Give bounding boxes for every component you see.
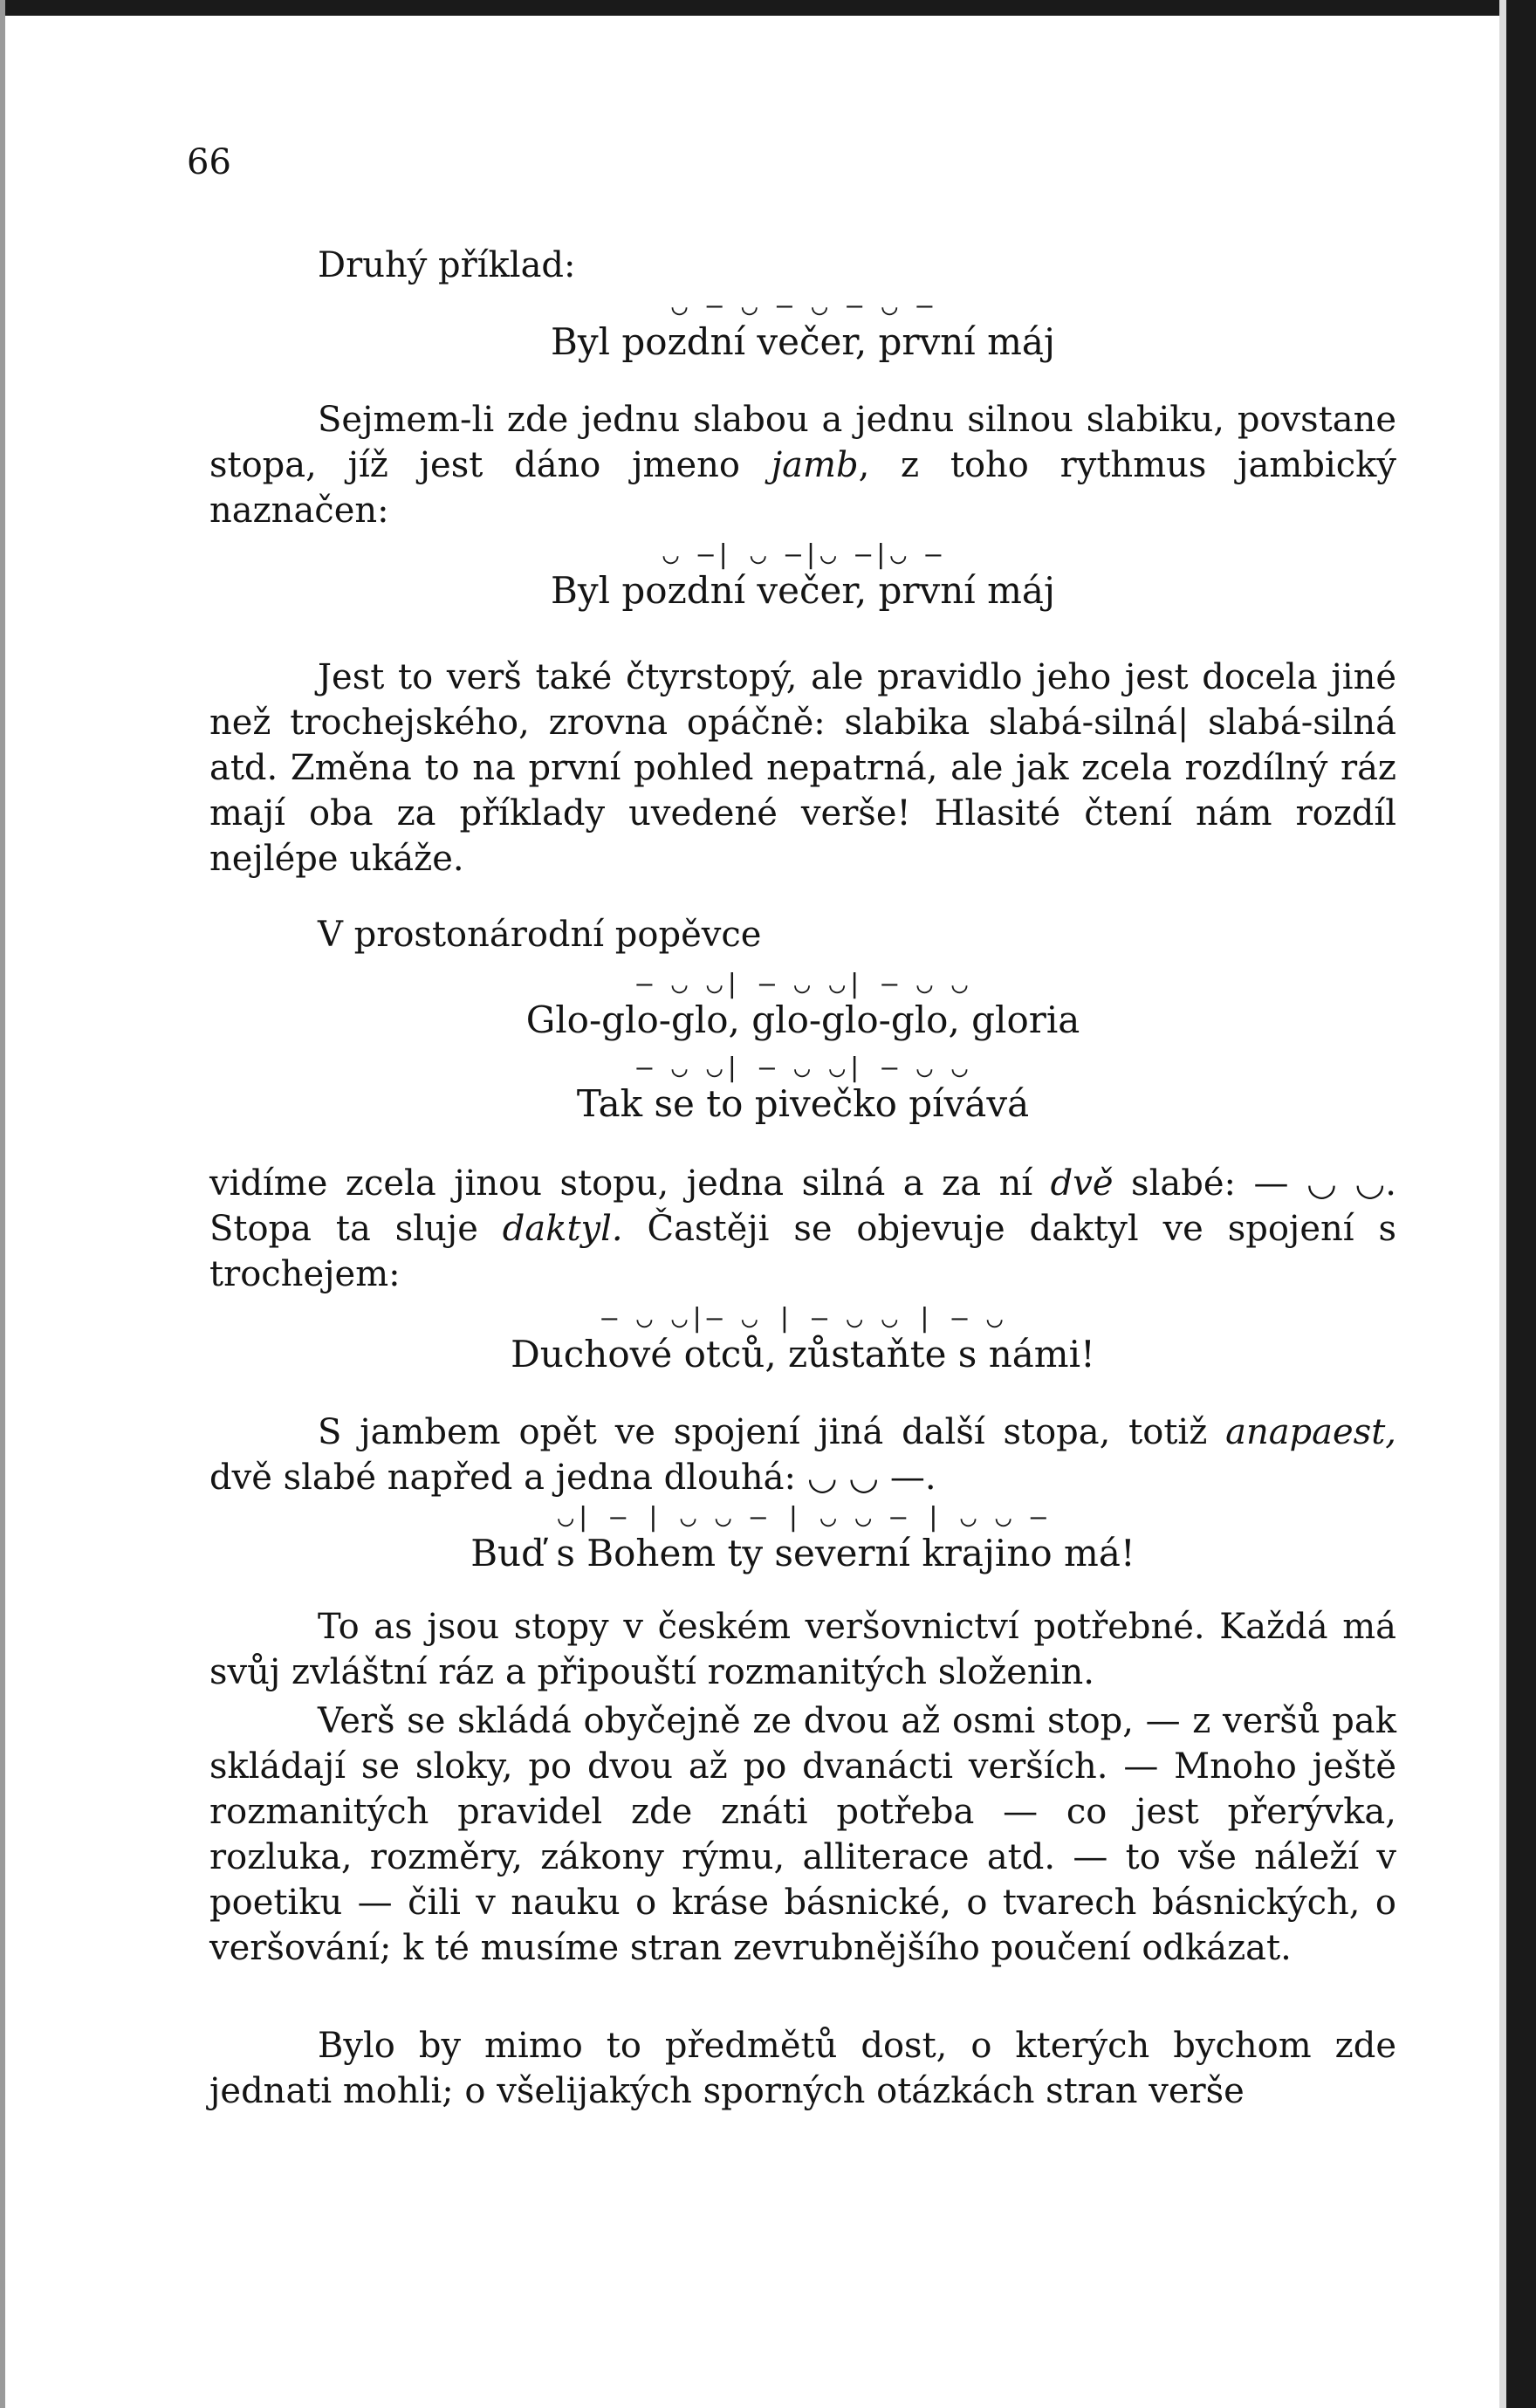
term-daktyl: daktyl.: [502, 1209, 623, 1249]
paragraph-4-c: Častěji se objevuje daktyl ve spojení s trochejem:: [209, 1209, 1396, 1294]
verse-4-line: Tak se to pivečko pívává: [576, 1082, 1030, 1125]
verse-3-meter: — ◡ ◡| — ◡ ◡| — ◡ ◡: [636, 969, 970, 999]
verse-3: [209, 971, 1396, 1042]
paragraph-3: V prostonárodní popěvce: [318, 915, 762, 955]
paragraph-8: Bylo by mimo to předmětů dost, o kterých bychom zde jednati mohli; o všelijakých sporných otázkách stran verše: [209, 2026, 1396, 2111]
verse-1-meter: ◡ — ◡ — ◡ — ◡ —: [671, 291, 935, 321]
verse-2: [209, 541, 1396, 613]
verse-2-meter: ◡ —| ◡ —|◡ —|◡ —: [662, 539, 943, 570]
paragraph-5-a: S jambem opět ve spojení jiná další stopa, totiž: [318, 1412, 1208, 1452]
verse-1-line: Byl pozdní večer, první máj: [551, 320, 1055, 363]
verse-6-meter: ◡| — | ◡ ◡ — | ◡ ◡ — | ◡ ◡ —: [558, 1502, 1048, 1533]
paragraph-6: To as jsou stopy v českém veršovnictví potřebné. Každá má svůj zvláštní ráz a připouští rozmanitých složenin.: [209, 1607, 1396, 1692]
paragraph-4-b: slabé: — ◡ ◡. Stopa ta sluje: [209, 1163, 1397, 1249]
paragraph-5: [209, 1410, 1396, 1500]
term-jamb: jamb: [771, 445, 859, 485]
verse-5: [209, 1305, 1396, 1376]
verse-3-line: Glo-glo-glo, glo-glo-glo, gloria: [525, 998, 1080, 1041]
paragraph-1: [209, 397, 1396, 533]
verse-2-line: Byl pozdní večer, první máj: [551, 569, 1055, 612]
verse-4-meter: — ◡ ◡| — ◡ ◡| — ◡ ◡: [636, 1053, 970, 1083]
term-dve: dvě: [1050, 1163, 1114, 1204]
page-number: 66: [187, 142, 231, 182]
paragraph-7: Verš se skládá obyčejně ze dvou až osmi stop, — z veršů pak skládají se sloky, po dvou až po dvanácti verších. — Mnoho ještě rozmanitých pravidel zde znáti potřeba — co jest přerývka, rozluka, rozměry, zákony rýmu, alliterace atd. — to vše náleží v poetiku — čili v nauku o kráse básnické, o tvarech básnických, o veršování; k té musíme stran zevrubnějšího poučení odkázat.: [209, 1701, 1396, 1968]
page-edge-right-inner: [1499, 0, 1506, 2408]
paragraph-4: [209, 1161, 1396, 1297]
paragraph-1-end: , z toho rythmus jambický naznačen:: [209, 445, 1396, 531]
verse-1: [209, 292, 1396, 364]
page-edge-right: [1506, 0, 1536, 2408]
page-edge-left: [0, 0, 5, 2408]
paragraph-1-text: Sejmem-li zde jednu slabou a jednu silnou slabiku, povstane stopa, jíž jest dáno jmeno: [209, 400, 1396, 485]
verse-5-meter: — ◡ ◡|— ◡ | — ◡ ◡ | — ◡: [601, 1303, 1005, 1334]
paragraph-4-a: vidíme zcela jinou stopu, jedna silná a za ní: [209, 1163, 1033, 1204]
heading: Druhý příklad:: [318, 245, 576, 285]
paragraph-5-b: dvě slabé napřed a jedna dlouhá: ◡ ◡ —.: [209, 1458, 936, 1498]
paragraph-2: Jest to verš také čtyrstopý, ale pravidlo jeho jest docela jiné než trochejského, zrovna opáčně: slabika slabá-silná| slabá-silná atd. Změna to na první pohled nepatrná, ale jak zcela rozdílný ráz mají oba za příklady uvedené verše! Hlasité čtení nám rozdíl nejlépe ukáže.: [209, 657, 1396, 879]
verse-5-line: Duchové otců, zůstaňte s námi!: [511, 1333, 1095, 1376]
verse-6: [209, 1504, 1396, 1575]
verse-4: [209, 1054, 1396, 1126]
page-edge-top: [0, 0, 1536, 16]
term-anapaest: anapaest,: [1225, 1412, 1396, 1452]
verse-6-line: Buď s Bohem ty severní krajino má!: [470, 1532, 1135, 1574]
